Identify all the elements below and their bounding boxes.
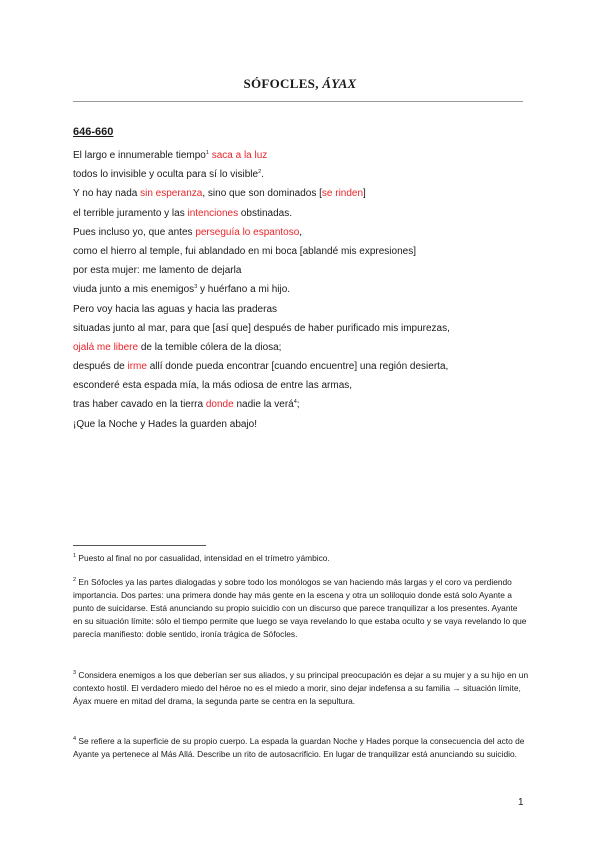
footnote-number: 2 <box>73 577 77 583</box>
verse-text: por esta mujer: me lamento de dejarla <box>73 265 242 277</box>
verse-text: obstinadas. <box>238 207 293 219</box>
footnote-ref: 3 <box>194 284 198 291</box>
footnote-2 <box>73 576 529 641</box>
verse-text: , sino que son dominados [ <box>202 188 322 200</box>
highlighted-phrase: saca a la luz <box>211 150 268 161</box>
footnote-text: Se refiere a la superficie de su propio cuerpo. La espada la guardan Noche y Hades porque la consecuencia del acto de Ayante ya pertenece al Más Allá. Describe un rito de autosacrificio. En lugar de tranquilizar está anunciando su suicidio. <box>73 736 525 759</box>
verse-line <box>73 223 533 242</box>
highlighted-phrase: intenciones <box>187 207 239 219</box>
verse-text: situadas junto al mar, para que [así que] después de haber purificado mis impurezas, <box>73 322 450 334</box>
verse-line <box>73 204 533 223</box>
verse-text: nadie la verá <box>233 399 294 411</box>
page-number: 1 <box>518 797 524 808</box>
verse-text: allí donde pueda encontrar [cuando encuentre] una región desierta, <box>146 361 449 373</box>
highlighted-phrase: se rinden <box>321 188 364 200</box>
highlighted-phrase: irme <box>127 361 147 373</box>
verse-text: El largo e innumerable tiempo <box>73 150 206 161</box>
highlighted-phrase: donde <box>205 399 234 411</box>
highlighted-phrase: perseguía lo espantoso <box>195 226 300 238</box>
footnote-number: 4 <box>73 736 77 742</box>
page-title <box>0 76 600 92</box>
verse-line <box>73 376 533 395</box>
verse-range-heading: 646-660 <box>73 126 114 138</box>
footnote-divider <box>73 545 206 546</box>
footnote-3 <box>73 669 529 708</box>
verse-text: Pero voy hacia las aguas y hacia las praderas <box>73 303 278 315</box>
verse-text: Y no hay nada <box>73 188 141 200</box>
verse-text: . <box>261 169 264 181</box>
verse-line <box>73 165 533 184</box>
verse-line <box>73 146 533 165</box>
verse-line <box>73 338 533 357</box>
verse-text: viuda junto a mis enemigos <box>73 284 195 296</box>
verse-text: esconderé esta espada mía, la más odiosa de entre las armas, <box>73 380 353 392</box>
verse-line <box>73 357 533 376</box>
footnote-ref: 2 <box>258 169 262 176</box>
verse-text: tras haber cavado en la tierra <box>73 399 206 411</box>
footnote-ref: 1 <box>205 150 209 156</box>
verse-text: ] <box>363 188 366 200</box>
verse-text: el terrible juramento y las <box>73 207 188 219</box>
verse-text: como el hierro al temple, fui ablandado en mi boca [ablandé mis expresiones] <box>73 245 416 257</box>
footnote-number: 1 <box>73 553 77 559</box>
highlighted-phrase: sin esperanza <box>140 188 203 200</box>
verse-line <box>73 300 533 319</box>
footnote-number: 3 <box>73 670 77 676</box>
footnote-text: En Sófocles ya las partes dialogadas y sobre todo los monólogos se van haciendo más largas y el coro va perdiendo importancia. Dos partes: una primera donde hay más gente en la escena y otra un soliloquio donde está solo Ayante a punto de suicidarse. Está anunciando su propio suicidio con un discurso que parece tranquilizar a los presentes. Ayante en su situación límite: sólo el tiempo permite que luego se vaya revelando lo que estaba oculto y se vaya revelando lo que parecía manifiesto: doble sentido, ironía trágica de Sófocles. <box>73 577 527 639</box>
verse-line <box>73 319 533 338</box>
verse-line <box>73 242 533 261</box>
verse-text: todos lo invisible y oculta para sí lo visible <box>73 169 259 181</box>
verse-line <box>73 280 533 299</box>
highlighted-phrase: ojalá me libere <box>73 341 139 353</box>
footnote-text: Puesto al final no por casualidad, intensidad en el trímetro yámbico. <box>78 553 330 563</box>
verse-line <box>73 261 533 280</box>
verse-text: Pues incluso yo, que antes <box>73 226 196 238</box>
verse-line <box>73 415 533 434</box>
verse-text: , <box>299 226 303 238</box>
verse-text: ¡Que la Noche y Hades la guarden abajo! <box>73 418 258 430</box>
footnote-4 <box>73 735 529 761</box>
verse-text: de la temible cólera de la diosa; <box>138 341 282 353</box>
footnote-ref: 4 <box>293 399 297 406</box>
verse-text: después de <box>73 361 128 373</box>
verse-text: ; <box>296 399 300 411</box>
verse-text: y huérfano a mi hijo. <box>197 284 291 296</box>
verse-line <box>73 184 533 203</box>
footnote-text: Considera enemigos a los que deberían ser sus aliados, y su principal preocupación es dejar a su mujer y a su hijo en un contexto hostil. El verdadero miedo del héroe no es el miedo a morir, sino dejar indefensa a su familia → situación límite, Áyax muere en mitad del drama, la segunda parte se centra en la sepultura. <box>73 670 529 706</box>
verse-line <box>73 395 533 414</box>
footnote-1 <box>73 552 529 565</box>
title-author: SÓFOCLES, <box>243 76 319 91</box>
verse-block <box>73 146 533 434</box>
title-divider <box>73 101 523 102</box>
title-work: ÁYAX <box>322 76 357 91</box>
